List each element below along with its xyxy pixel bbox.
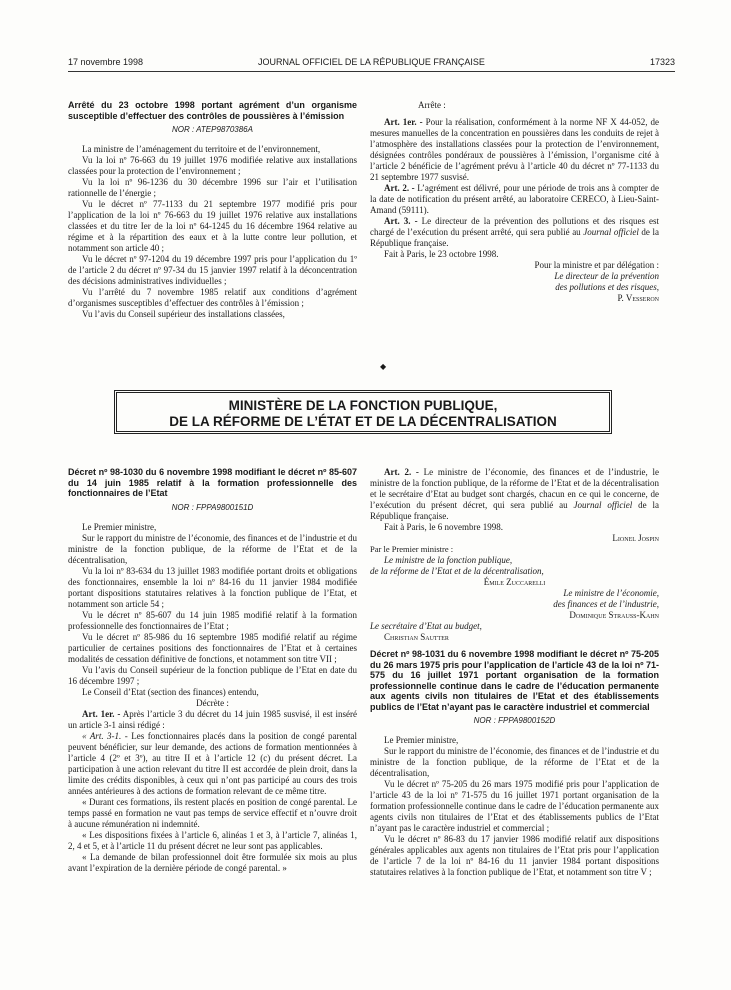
journal-officiel-ref: Journal officiel [573, 500, 633, 510]
article-text: Le ministre de l’économie, des finances et de l’industrie, le ministre de la fonction publique, de la réforme de l’Etat et de la décentralisation et le secrétaire d’Etat au budget sont chargés, chacun en ce qui le concerne, de l’exécution du présent décret, qui sera publié au [370, 467, 659, 510]
ministry-title-line2: DE LA RÉFORME DE L’ÉTAT ET DE LA DÉCENTRALISATION [169, 414, 557, 429]
decret1-quote: « Durant ces formations, ils restent placés en position de congé parental. Le temps passé en formation ne vaut pas temps de service effectif et n’ouvre droit à aucune rémunération ni indemnité. [68, 796, 357, 829]
ministry-title-line1: MINISTÈRE DE LA FONCTION PUBLIQUE, [228, 398, 498, 413]
page-header [68, 57, 675, 71]
decret2-nor: NOR : FPPA9800152D [473, 716, 556, 725]
decret1-minister-name: Émile Zuccarelli [483, 577, 546, 587]
arrete-article-1 [370, 117, 659, 183]
article-text: Le directeur de la prévention des pollutions et des risques est chargé de l’exécution du présent arrêté, qui sera publié au [370, 216, 659, 237]
header-journal-title: JOURNAL OFFICIEL DE LA RÉPUBLIQUE FRANÇAISE [258, 57, 485, 67]
quote-text: Les fonctionnaires placés dans la position de congé parental peuvent bénéficier, sur leur demande, des actions de formation mentionnées à l’article 4 (2º et 3º), au titre II et à l’article 12 (c) du présent décret. La participation à une action relevant du titre II est accordée de plein droit, dans la limite des crédits disponibles, à ceux qui n’ont pas participé au cours des trois années antérieures à des actions de formation relevant de ce même titre. [68, 730, 357, 796]
article-text: de la République française. [370, 227, 659, 248]
decret2-para: Le Premier ministre, [384, 735, 459, 745]
decret1-minister-title: des finances et de l’industrie, [553, 599, 659, 609]
arrete-fait: Fait à Paris, le 23 octobre 1998. [384, 249, 499, 259]
decret2-para: Sur le rapport du ministre de l’économie, des finances et de l’industrie et du ministre de la fonction publique, de la réforme de l’Etat et de la décentralisation, [370, 746, 659, 778]
arrete-column-left [68, 100, 357, 320]
header-page-number: 17323 [649, 57, 675, 67]
decret1-minister-title: de la réforme de l’Etat et de la décentralisation, [370, 566, 544, 576]
journal-officiel-ref: Journal officiel [583, 227, 639, 237]
arrete-para: Vu l’avis du Conseil supérieur des installations classées, [82, 309, 285, 319]
article-text: de la République française. [370, 500, 660, 521]
article-label: Art. 2. - [384, 183, 415, 193]
decret1-para: Le Premier ministre, [82, 521, 157, 532]
article-text: Après l’article 3 du décret du 14 juin 1985 susvisé, il est inséré un article 3-1 ainsi rédigé : [68, 708, 357, 730]
arrete-signatory-title: des pollutions et des risques, [555, 282, 659, 292]
decret1-minister-title: Le ministre de l’économie, [563, 588, 659, 598]
decret1-quote: « Les dispositions fixées à l’article 6, alinéas 1 et 3, à l’article 7, alinéas 1, 2, 4 et 5, et à l’article 11 du présent décret ne leur sont pas applicables. [68, 829, 357, 851]
arrete-para: Vu la loi nº 96-1236 du 30 décembre 1996 sur l’air et l’utilisation rationnelle de l’énergie ; [68, 177, 357, 198]
ministry-box-frame [114, 390, 612, 434]
article-label: Art. 3. - [384, 216, 418, 226]
arrete-article-2 [370, 183, 659, 216]
decret1-para: Vu le décret nº 85-607 du 14 juin 1985 modifié relatif à la formation professionnelle des fonctionnaires de l’Etat ; [68, 609, 357, 631]
decret1-nor: NOR : FPPA9800151D [171, 502, 254, 512]
header-date: 17 novembre 1998 [68, 57, 144, 67]
decret1-pm-name: Lionel Jospin [612, 533, 659, 543]
header-rule [68, 71, 675, 72]
decret2-para: Vu le décret nº 75-205 du 26 mars 1975 modifié pris pour l’application de l’article 43 de la loi nº 71-575 du 16 juillet 1971 portant organisation de la formation professionnelle continue dans le cadre de l’éducation permanente aux agents civils non titulaires de l’Etat et des établissements publics de l’Etat n’ayant pas le caractère industriel et commercial ; [370, 779, 659, 833]
decret1-minister-title: Le ministre de la fonction publique, [384, 555, 513, 565]
arrete-keyword: Arrête : [418, 100, 446, 110]
separator-mark: ◆ [380, 362, 387, 371]
decret1-minister-title: Le secrétaire d’Etat au budget, [370, 621, 482, 631]
quote-label: « Art. 3-1. - [82, 730, 128, 741]
decret1-quote [68, 731, 357, 797]
decret1-para: Sur le rapport du ministre de l’économie, des finances et de l’industrie et du ministre de la fonction publique, de la réforme de l’Etat et de la décentralisation, [68, 532, 357, 565]
article-label: Art. 1er. - [82, 708, 121, 719]
decret1-decrete: Décrète : [196, 697, 229, 708]
arrete-signatory-name: P. Vesseron [617, 293, 659, 303]
arrete-pour: Pour la ministre et par délégation : [534, 260, 659, 270]
arrete-para: Vu le décret nº 77-1133 du 21 septembre 1977 modifié pris pour l’application de la loi nº 76-663 du 19 juillet 1976 relative aux installations classées et du titre Ier de la loi nº 64-1245 du 16 décembre 1964 relative au régime et à la répartition des eaux et à la lutte contre leur pollution, et notamment son article 40 ; [68, 199, 357, 253]
arrete-article-3 [370, 216, 659, 249]
arrete-para: Vu la loi nº 76-663 du 19 juillet 1976 modifiée relative aux installations classées pour la protection de l’environnement ; [68, 155, 357, 176]
decret1-continued-column [370, 467, 659, 878]
decret1-para: Vu la loi nº 83-634 du 13 juillet 1983 modifiée portant droits et obligations des fonctionnaires, ensemble la loi nº 84-16 du 11 janvier 1984 modifiée portant dispositions statutaires relatives à la fonction publique de l’Etat, et notamment son article 54 ; [68, 565, 357, 609]
decret1-minister-name: Christian Sautter [384, 632, 449, 642]
decret1-column [68, 467, 357, 874]
decret1-title: Décret nº 98-1030 du 6 novembre 1998 modifiant le décret nº 85-607 du 14 juin 1985 relatif à la formation professionnelle des fonctionnaires de l’Etat [68, 467, 357, 498]
decret1-para: Le Conseil d’Etat (section des finances) entendu, [82, 686, 259, 697]
article-label: Art. 2. - [384, 467, 419, 477]
arrete-nor: NOR : ATEP9870386A [172, 125, 253, 134]
article-label: Art. 1er. - [384, 117, 423, 127]
decret1-para: Vu l’avis du Conseil supérieur de la fonction publique de l’Etat en date du 16 décembre 1997 ; [68, 664, 357, 686]
arrete-para: Vu l’arrêté du 7 novembre 1985 relatif aux conditions d’agrément d’organismes susceptibles d’effectuer des contrôles à l’émission ; [68, 287, 357, 308]
decret2-para: Vu le décret nº 86-83 du 17 janvier 1986 modifié relatif aux dispositions générales applicables aux agents non titulaires de l’Etat pris pour l’application de l’article 7 de la loi nº 84-16 du 11 janvier 1984 portant dispositions statutaires relatives à la fonction publique de l’Etat, et notamment son titre V ; [370, 834, 659, 877]
decret1-fait: Fait à Paris, le 6 novembre 1998. [384, 522, 503, 532]
arrete-para: Vu le décret nº 97-1204 du 19 décembre 1997 pris pour l’application du 1º de l’article 2 du décret nº 97-34 du 15 janvier 1997 relatif à la déconcentration des décisions administratives individuelles ; [68, 254, 357, 286]
decret2-title: Décret nº 98-1031 du 6 novembre 1998 modifiant le décret nº 75-205 du 26 mars 1975 pris pour l’application de l’article 43 de la loi nº 71-575 du 16 juillet 1971 portant organisation de la formation professionnelle continue dans le cadre de l’éducation permanente aux agents civils non titulaires de l’Etat et des établissements publics de l’Etat n’ayant pas le caractère industriel et commercial [370, 649, 659, 712]
decret1-article-1 [68, 709, 357, 731]
article-text: L’agrément est délivré, pour une période de trois ans à compter de la date de notification du présent arrêté, au laboratoire CERECO, à Lieu-Saint-Amand (59111). [370, 183, 659, 215]
article-text: Pour la réalisation, conformément à la norme NF X 44-052, de mesures manuelles de la concentration en poussières dans les conduits de rejet à l’atmosphère des installations classées pour la protection de l’environnement, désignées contrôles pondéraux de poussières à l’émission, l’organisme cité à l’article 2 bénéficie de l’agrément prévu à l’article 40 du décret nº 77-1133 du 21 septembre 1977 susvisé. [370, 117, 659, 182]
decret1-minister-name: Dominique Strauss-Kahn [569, 610, 659, 620]
arrete-para: La ministre de l’aménagement du territoire et de l’environnement, [82, 144, 321, 154]
decret1-para: Vu le décret nº 85-986 du 16 septembre 1985 modifié relatif au régime particulier de certaines positions des fonctionnaires de l’Etat et à certaines modalités de cessation définitive de fonctions, et notamment son titre VII ; [68, 631, 357, 664]
arrete-column-right [370, 100, 659, 304]
decret1-par: Par le Premier ministre : [370, 544, 454, 554]
ministry-box [116, 392, 610, 432]
arrete-title: Arrêté du 23 octobre 1998 portant agrément d’un organisme susceptible d’effectuer des contrôles de poussières à l’émission [68, 100, 357, 121]
decret1-quote: « La demande de bilan professionnel doit être formulée six mois au plus avant l’expiration de la dernière période de congé parental. » [68, 851, 357, 873]
arrete-signatory-title: Le directeur de la prévention [554, 271, 659, 281]
decret1-article-2 [370, 467, 659, 522]
